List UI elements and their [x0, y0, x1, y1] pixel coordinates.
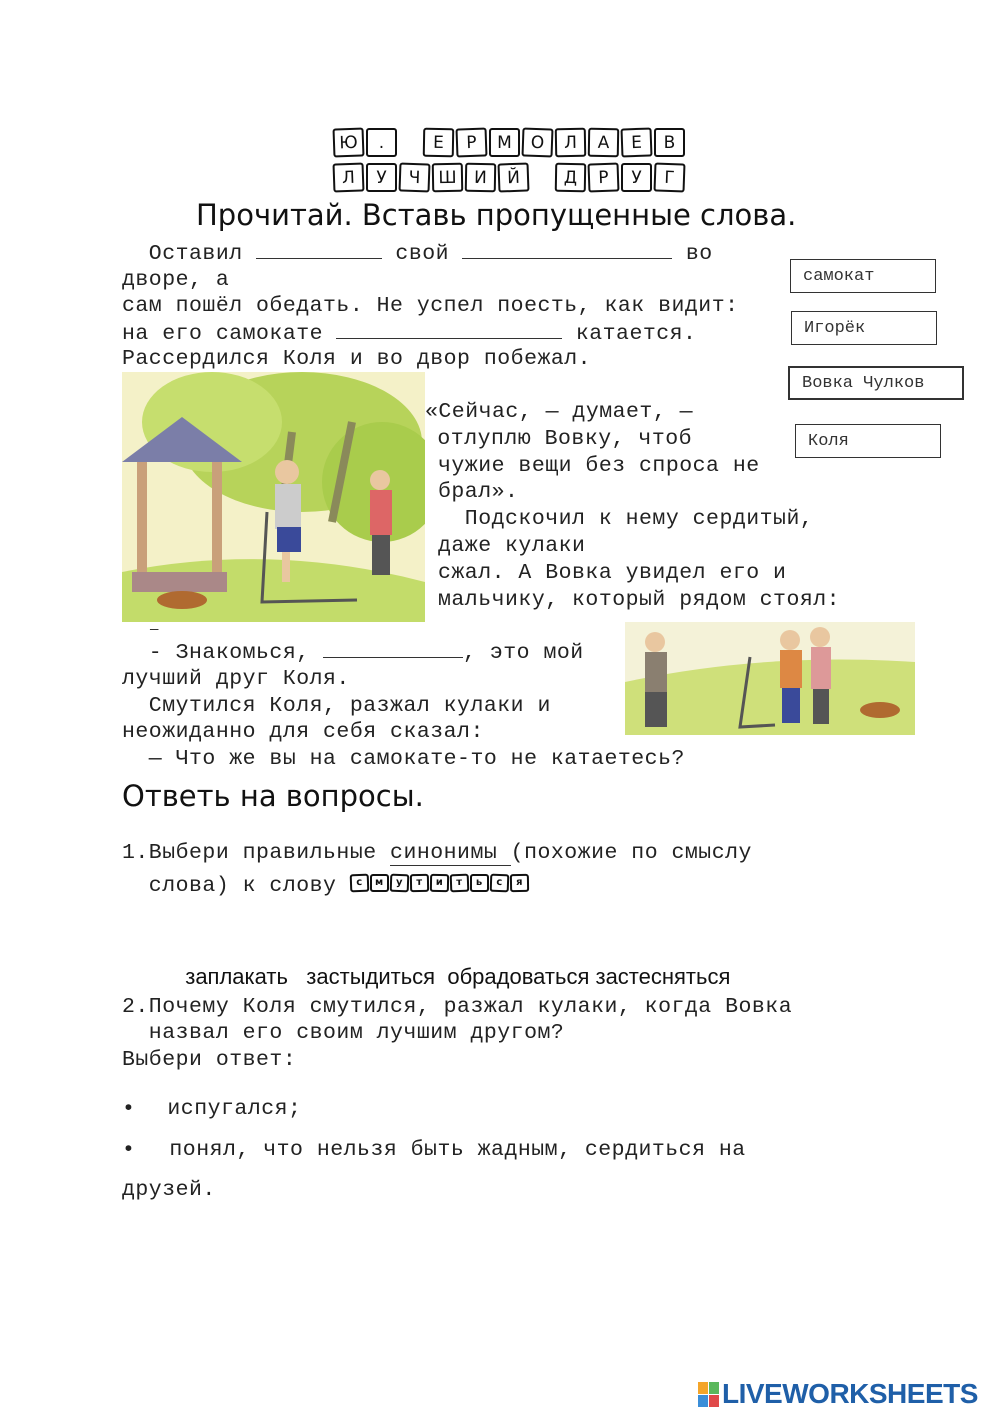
- letter-tile: Ч: [399, 162, 431, 192]
- story-line: сам пошёл обедать. Не успел поесть, как видит:: [122, 294, 739, 318]
- blank-input[interactable]: [462, 240, 672, 259]
- letter-tile: У: [366, 163, 397, 192]
- answer-text: понял, что нельзя быть жадным, сердиться на: [169, 1138, 746, 1162]
- question-2-prompt: Выбери ответ:: [122, 1048, 297, 1072]
- story-line: — Что же вы на самокате-то не катаетесь?: [122, 747, 685, 771]
- story-line: сжал. А Вовка увидел его и: [438, 561, 787, 585]
- story-line: мальчику, который рядом стоял:: [438, 588, 841, 612]
- story-title-tiles: [333, 163, 685, 192]
- letter-tile: Р: [456, 127, 488, 157]
- instruction-heading: Прочитай. Вставь пропущенные слова.: [196, 198, 797, 232]
- letter-tile: м: [370, 874, 389, 892]
- answer-text: испугался;: [167, 1097, 302, 1121]
- blank-input[interactable]: [336, 320, 562, 339]
- letter-tile: В: [654, 128, 685, 157]
- text: свой: [382, 242, 463, 266]
- answer-option[interactable]: [122, 1137, 746, 1163]
- option[interactable]: застыдиться: [306, 964, 436, 989]
- letter-tile: Ш: [432, 163, 464, 193]
- word-tiles-smutitsya: [350, 874, 529, 892]
- text: катается.: [562, 322, 697, 346]
- question-2: 2.Почему Коля смутился, разжал кулаки, когда Вовка: [122, 995, 793, 1019]
- letter-tile: т: [410, 874, 429, 892]
- word-bank-item[interactable]: Игорёк: [791, 311, 937, 345]
- word-bank-item[interactable]: самокат: [790, 259, 936, 293]
- story-line: отлуплю Вовку, чтоб: [424, 427, 693, 451]
- text: , это мой: [463, 641, 584, 665]
- letter-tile: у: [390, 874, 410, 893]
- text: на его самокате: [122, 322, 337, 346]
- option[interactable]: обрадоваться: [447, 964, 590, 989]
- question-2-cont: назвал его своим лучшим другом?: [122, 1021, 565, 1045]
- liveworksheets-logo: [698, 1378, 978, 1410]
- letter-tile: с: [490, 874, 510, 893]
- bullet-icon: •: [122, 1138, 136, 1162]
- word-bank-item[interactable]: Коля: [795, 424, 941, 458]
- story-line: неожиданно для себя сказал:: [122, 720, 484, 744]
- word-bank-item[interactable]: Вовка Чулков: [788, 366, 964, 400]
- blank-input[interactable]: [256, 240, 382, 259]
- story-line: дворе, а: [122, 268, 230, 292]
- underlined-term: синонимы: [390, 841, 511, 865]
- story-line: —: [150, 622, 159, 638]
- letter-tile: У: [621, 163, 652, 192]
- letter-tile: я: [510, 874, 529, 892]
- letter-tile: с: [350, 874, 370, 893]
- author-tiles: [333, 128, 685, 157]
- story-line: «Сейчас, — думает, —: [425, 400, 694, 424]
- letter-tile: Л: [333, 162, 365, 192]
- letter-tile: ь: [470, 874, 489, 892]
- story-line: чужие вещи без спроса не: [438, 454, 760, 478]
- option[interactable]: застесняться: [595, 964, 731, 989]
- questions-heading: Ответь на вопросы.: [122, 779, 424, 813]
- illustration-boys-scooter: [122, 372, 425, 622]
- option[interactable]: заплакать: [185, 964, 288, 989]
- letter-tile: Ю: [333, 127, 365, 157]
- story-line: Смутился Коля, разжал кулаки и: [122, 694, 551, 718]
- letter-tile: Е: [423, 128, 455, 158]
- question-1-cont: [122, 873, 529, 899]
- answer-option[interactable]: [122, 1096, 301, 1122]
- letter-tile: Д: [555, 163, 587, 193]
- logo-text: LIVEWORKSHEETS: [722, 1378, 978, 1409]
- synonym-options: [173, 938, 730, 990]
- story-line: [122, 320, 696, 347]
- text: во: [672, 242, 713, 266]
- text: Оставил: [122, 242, 257, 266]
- story-line: Подскочил к нему сердитый,: [438, 507, 814, 531]
- answer-option-cont: друзей.: [122, 1178, 216, 1202]
- text: (похожие по смыслу: [510, 841, 752, 865]
- letter-tile: .: [366, 128, 397, 157]
- letter-tile: М: [489, 128, 520, 157]
- letter-tile: И: [465, 163, 497, 193]
- letter-tile: Р: [588, 162, 620, 192]
- bullet-icon: •: [122, 1097, 136, 1121]
- story-line: брал».: [438, 480, 519, 504]
- illustration-boys-meeting: [625, 622, 915, 735]
- question-1: [122, 840, 752, 866]
- story-line: даже кулаки: [438, 534, 586, 558]
- logo-icon: [698, 1382, 719, 1407]
- letter-tile: т: [450, 874, 470, 893]
- text: слова) к слову: [122, 874, 350, 898]
- text: 1.Выбери правильные: [122, 841, 391, 865]
- letter-tile: О: [522, 127, 554, 157]
- text: - Знакомься,: [122, 641, 324, 665]
- letter-tile: и: [430, 874, 449, 892]
- letter-tile: Л: [555, 128, 587, 158]
- letter-tile: Й: [498, 162, 530, 192]
- story-line: [122, 240, 713, 267]
- letter-tile: Г: [654, 162, 686, 192]
- story-line: лучший друг Коля.: [122, 667, 350, 691]
- blank-input[interactable]: [323, 639, 463, 658]
- letter-tile: Е: [621, 127, 653, 157]
- story-line: Рассердился Коля и во двор побежал.: [122, 347, 592, 371]
- letter-tile: А: [588, 128, 620, 158]
- story-line: [122, 639, 584, 666]
